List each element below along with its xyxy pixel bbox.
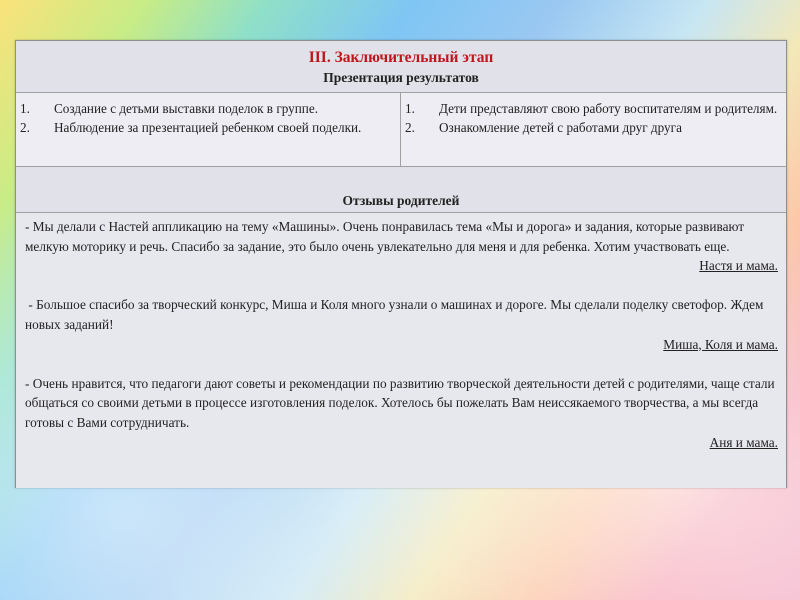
review-signature: Миша, Коля и мама. (663, 336, 778, 352)
task-text: Ознакомление детей с работами друг друга (439, 120, 682, 135)
tasks-left-column (16, 93, 401, 166)
spacer (25, 276, 778, 296)
review-item (25, 374, 778, 452)
tasks-right-column (401, 93, 786, 166)
review-item (25, 295, 778, 354)
stage-subtitle: Презентация результатов (323, 70, 479, 85)
tasks-left-list (20, 99, 394, 137)
list-item: 1. Создание с детьми выставки поделок в группе. (20, 101, 319, 116)
task-text: Наблюдение за презентацией ребенком своей поделки. (54, 120, 362, 135)
task-text: Создание с детьми выставки поделок в группе. (54, 101, 319, 116)
reviews-title: Отзывы родителей (342, 193, 460, 208)
spacer (25, 354, 778, 374)
review-item (25, 217, 778, 276)
list-item: 2. Наблюдение за презентацией ребенком своей поделки. (20, 120, 362, 135)
review-text: - Очень нравится, что педагоги дают советы и рекомендации по развитию творческой деятельности детей с родителями, чаще стали общаться со своими детьми в процессе изготовления поделок. Хотелось бы пожелать Вам неиссякаемого творчества, а мы всегда готовы с Вами сотрудничать. (25, 375, 775, 430)
review-signature: Настя и мама. (699, 258, 778, 274)
review-text: - Мы делали с Настей аппликацию на тему «Машины». Очень понравилась тема «Мы и дорога» и задания, которые развивают мелкую моторику и речь. Спасибо за задание, это было очень увлекательно для меня и для ребенка. Хотим участвовать еще. (25, 219, 745, 254)
content-table (15, 40, 787, 488)
tasks-right-list (405, 99, 780, 137)
task-text: Дети представляют свою работу воспитателям и родителям. (439, 101, 778, 116)
list-item: 2. Ознакомление детей с работами друг друга (405, 120, 682, 135)
tasks-row (16, 93, 786, 167)
review-signature: Аня и мама. (709, 434, 778, 450)
stage-title: III. Заключительный этап (308, 49, 494, 66)
reviews-body (16, 213, 786, 488)
review-text: - Большое спасибо за творческий конкурс, Миша и Коля много узнали о машинах и дороге. Мы сделали поделку светофор. Ждем новых заданий! (25, 297, 767, 332)
list-item: 1. Дети представляют свою работу воспитателям и родителям. (405, 101, 778, 116)
reviews-header (16, 167, 786, 213)
stage-header (16, 41, 786, 93)
